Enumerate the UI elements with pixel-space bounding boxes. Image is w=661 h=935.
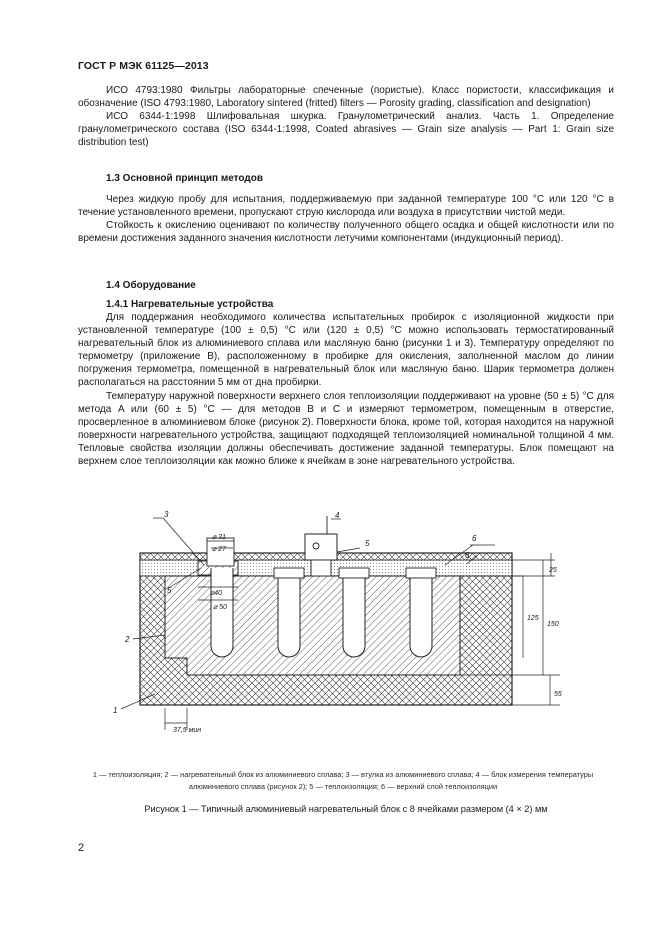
label-diameter-27: ⌀ 27 — [212, 546, 226, 553]
label-5b: 5 — [167, 586, 172, 595]
references-block — [78, 84, 614, 149]
label-height-150: 150 — [547, 621, 559, 628]
label-6: 6 — [472, 534, 477, 543]
label-1: 1 — [113, 706, 118, 715]
document-header: ГОСТ Р МЭК 61125—2013 — [78, 60, 209, 72]
test-tube — [278, 568, 300, 657]
reference-iso6344: ИСО 6344-1:1998 Шлифовальная шкурка. Гранулометрический анализ. Часть 1. Определение гранулометрического состава (ISO 6344-1:1998, Coated abrasives — Grain size analysis — Part 1: Grain size distribution test) — [78, 111, 614, 149]
paragraph: Через жидкую пробу для испытания, поддерживаемую при заданной температуре 100 °C или 120 °C в течение установленного времени, пропускают струю кислорода или воздуха в присутствии чистой меди. — [78, 194, 614, 219]
section-1-4-1-body — [78, 311, 614, 468]
label-2: 2 — [125, 635, 130, 644]
paragraph: Температуру наружной поверхности верхнего слоя теплоизоляции поддерживают на уровне (50 ± 5) °C для метода A или (60 ± 5) °C — для методов B и C и измеряют термометром, помещенным в отверстие, просверленное в алюминиевом блоке (рисунок 2). Поверхности блока, кроме той, которая находится на наружной поверхности нагревательного устройства, защищают подходящей теплоизоляцией номинальной толщиной 4 мм. Тепловые свойства изоляции должны обеспечивать достижение заданной температуры. Блок помещают на верхнем слое теплоизоляции как можно ближе к ячейкам в зоне нагревательного устройства. — [78, 390, 614, 468]
label-4: 4 — [335, 511, 340, 520]
label-width-37-5: 37,5 мин — [173, 727, 202, 734]
section-heading-1-3: 1.3 Основной принцип методов — [106, 173, 264, 184]
label-height-55: 55 — [554, 691, 562, 698]
test-tube — [211, 568, 233, 657]
label-diameter-50: ⌀ 50 — [213, 604, 227, 611]
test-tube — [343, 568, 365, 657]
page-number: 2 — [78, 842, 85, 854]
label-diameter-40: ⌀40 — [210, 590, 223, 597]
subsection-heading-1-4-1: 1.4.1 Нагревательные устройства — [106, 299, 274, 310]
paragraph: Для поддержания необходимого количества испытательных пробирок с изоляционной жидкости при установленной температуре (100 ± 0,5) °C или (120 ± 0,5) °C можно использовать термостатированный нагревательный блок из алюминиевого сплава или масляную баню (рисунки 1 и 3). Температуру определяют по термометру (приложение B), расположенному в пробирке для окисления, заполненной маслом до линии погружения термометра, помещенной в нагревательный блок или масляную баню. Шарик термометра должен располагаться на расстоянии 5 мм от дна пробирки. — [78, 312, 614, 389]
label-3: 3 — [164, 510, 169, 519]
figure-caption: Рисунок 1 — Типичный алюминиевый нагревательный блок с 8 ячейками размером (4 × 2) мм — [144, 804, 548, 814]
label-6b: 6 — [465, 551, 470, 560]
figure-heating-block-diagram — [105, 508, 585, 738]
test-tube — [410, 568, 432, 657]
temperature-measurement-block — [305, 534, 337, 560]
label-height-25: 25 — [549, 567, 557, 574]
reference-iso4793: ИСО 4793:1980 Фильтры лабораторные спеченные (пористые). Класс пористости, классификация и обозначение (ISO 4793:1980, Laboratory sintered (fritted) filters — Porosity grading, classification and designation) — [78, 85, 614, 110]
label-diameter-31: ⌀ 31 — [212, 534, 226, 541]
label-height-125: 125 — [527, 615, 539, 622]
label-5: 5 — [365, 539, 370, 548]
figure-legend: 1 — теплоизоляция; 2 — нагревательный блок из алюминиевого сплава; 3 — втулка из алюминиевого сплава; 4 — блок измерения температуры алюминиевого сплава (рисунок 2); 5 — теплоизоляция; 6 — верхний слой теплоизоляции — [92, 770, 594, 791]
section-1-3-body — [78, 193, 614, 245]
section-heading-1-4: 1.4 Оборудование — [106, 280, 196, 291]
paragraph: Стойкость к окислению оценивают по количеству полученного общего осадка и общей кислотности или по времени достижения заданного значения кислотности летучими компонентами (индукционный период). — [78, 220, 614, 245]
